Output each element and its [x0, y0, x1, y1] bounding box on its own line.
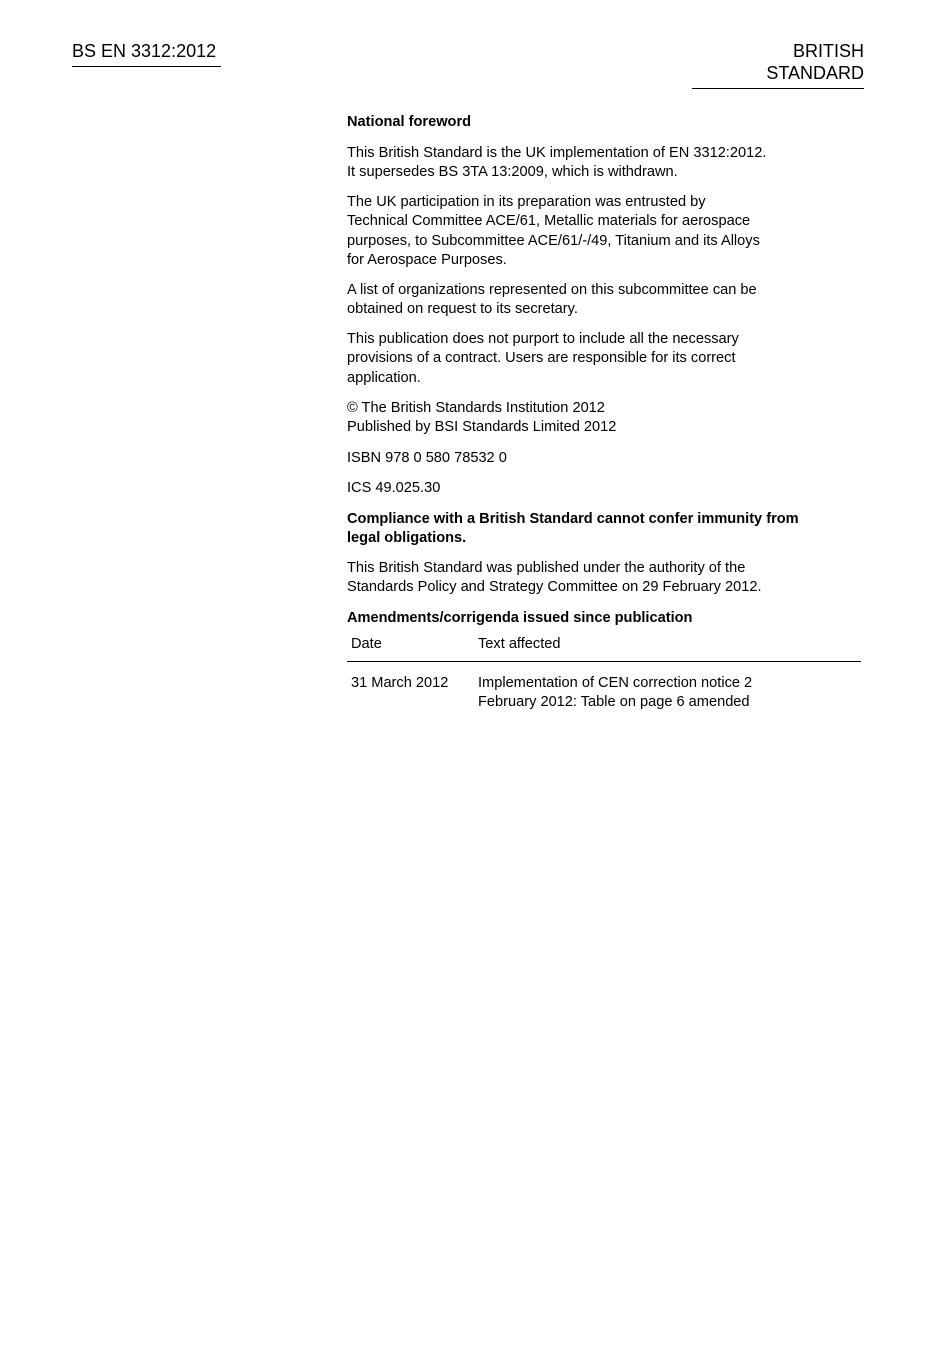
- text-line: This British Standard was published under the authority of the: [347, 560, 746, 576]
- text-line: for Aerospace Purposes.: [347, 251, 507, 268]
- table-rule: [347, 661, 861, 662]
- paragraph-contract: [347, 330, 847, 388]
- text-line: It supersedes BS 3TA 13:2009, which is withdrawn.: [347, 164, 678, 181]
- amendment-date: 31 March 2012: [351, 675, 449, 691]
- text-line: The UK participation in its preparation was entrusted by: [347, 194, 706, 210]
- text-line: This British Standard is the UK implementation of EN 3312:2012.: [347, 145, 767, 161]
- text-line: This publication does not purport to include all the necessary: [347, 331, 739, 347]
- text-line: obtained on request to its secretary.: [347, 301, 578, 318]
- paragraph-copyright: [347, 399, 847, 438]
- paragraph-organizations: [347, 281, 847, 320]
- section-title: National foreword: [347, 114, 472, 130]
- standard-number: BS EN 3312:2012: [72, 40, 221, 67]
- text-line: Technical Committee ACE/61, Metallic materials for aerospace: [347, 213, 751, 230]
- amendment-text: [478, 674, 752, 713]
- paragraph-implementation: [347, 144, 847, 183]
- text-line: purposes, to Subcommittee ACE/61/-/49, Titanium and its Alloys: [347, 232, 760, 249]
- paragraph-authority: [347, 559, 847, 598]
- ics: ICS 49.025.30: [347, 480, 441, 496]
- text-line: Published by BSI Standards Limited 2012: [347, 419, 617, 436]
- text-line: February 2012: Table on page 6 amended: [478, 694, 750, 711]
- amendments-title: Amendments/corrigenda issued since publication: [347, 610, 693, 626]
- paragraph-participation: [347, 193, 847, 270]
- text-line: legal obligations.: [347, 530, 467, 547]
- column-header-date: Date: [351, 636, 382, 652]
- text-line: provisions of a contract. Users are responsible for its correct: [347, 350, 736, 367]
- text-line: Implementation of CEN correction notice 2: [478, 675, 753, 691]
- isbn: ISBN 978 0 580 78532 0: [347, 450, 507, 466]
- text-line: Standards Policy and Strategy Committee on 29 February 2012.: [347, 579, 762, 596]
- text-line: © The British Standards Institution 2012: [347, 400, 605, 416]
- compliance-notice: [347, 510, 847, 549]
- text-line: A list of organizations represented on this subcommittee can be: [347, 282, 757, 298]
- text-line: application.: [347, 369, 421, 386]
- text-line: Compliance with a British Standard cannot confer immunity from: [347, 511, 799, 527]
- column-header-text: Text affected: [478, 636, 561, 652]
- standard-type: BRITISH STANDARD: [692, 40, 864, 89]
